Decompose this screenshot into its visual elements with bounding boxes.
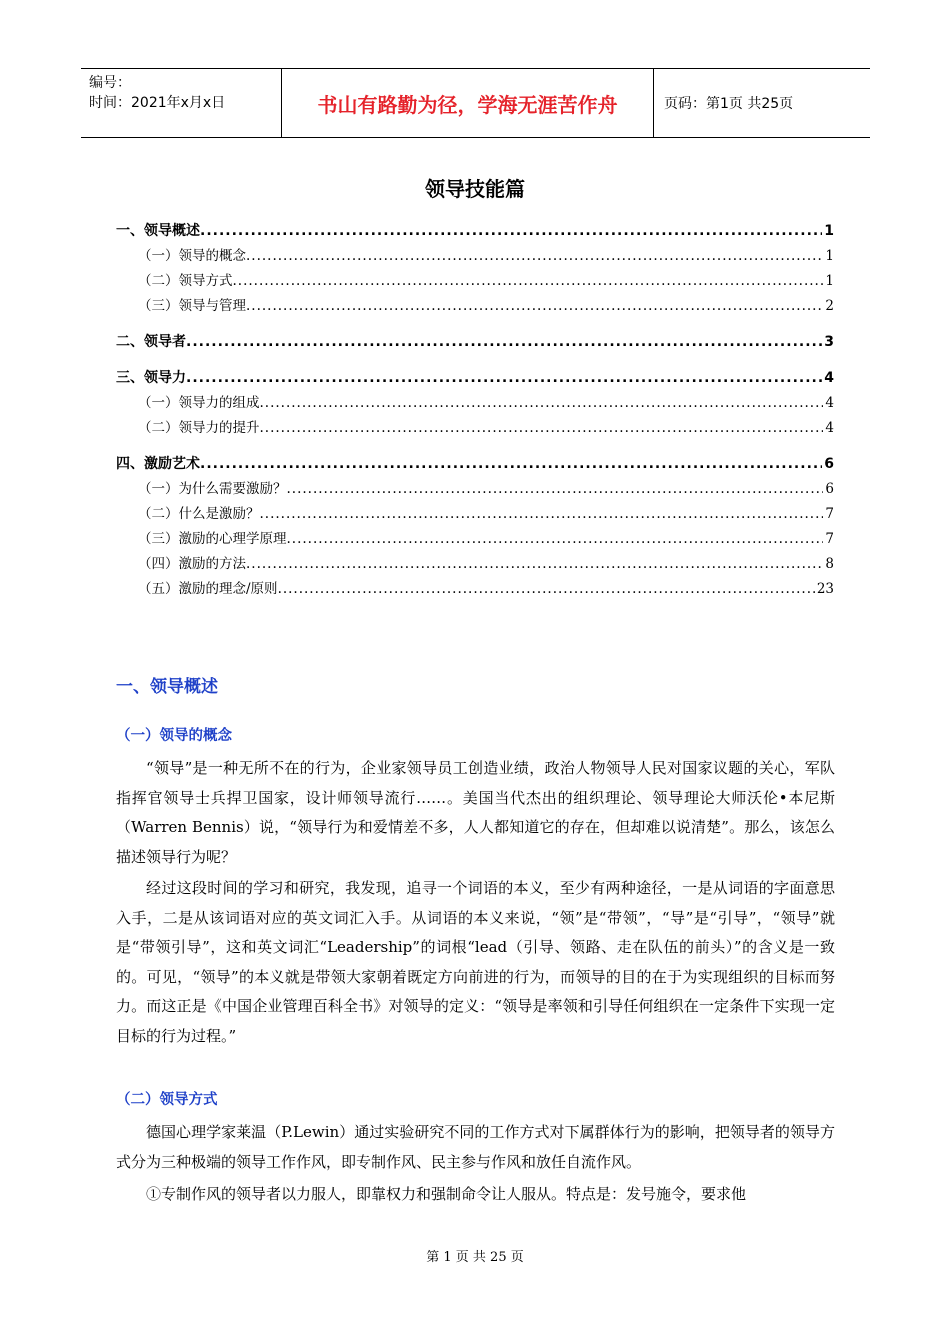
toc-dot-leader: [246, 294, 823, 319]
toc-dot-leader: [200, 218, 822, 244]
toc-entry-page: 8: [825, 556, 834, 572]
toc-entry[interactable]: [116, 416, 834, 441]
toc-entry-page: 1: [825, 248, 834, 264]
toc-entry[interactable]: [116, 244, 834, 269]
toc-dot-leader: [200, 451, 822, 477]
section-heading: 一、领导概述: [116, 677, 218, 697]
toc-entry[interactable]: [116, 577, 834, 602]
toc-entry-label: （一）为什么需要激励？: [138, 481, 287, 497]
subsection-heading: （二）领导方式: [116, 1092, 218, 1108]
toc-entry-label: （三）激励的心理学原理: [138, 531, 287, 547]
toc-dot-leader: [246, 244, 823, 269]
toc-entry[interactable]: [116, 329, 834, 355]
toc-entry[interactable]: [116, 218, 834, 244]
toc-entry-page: 23: [816, 581, 834, 597]
toc-entry[interactable]: [116, 552, 834, 577]
page-footer: 第 1 页 共 25 页: [426, 1250, 524, 1265]
toc-entry-page: 2: [825, 298, 834, 314]
document-title: 领导技能篇: [425, 177, 525, 201]
toc-entry[interactable]: [116, 391, 834, 416]
toc-entry-label: 一、领导概述: [116, 223, 200, 239]
toc-entry[interactable]: [116, 294, 834, 319]
toc-entry-label: （二）什么是激励？: [138, 506, 260, 522]
toc-entry-label: （二）领导方式: [138, 273, 233, 289]
toc-entry-label: 三、领导力: [116, 370, 186, 386]
toc-entry-page: 4: [825, 395, 834, 411]
paragraph: 经过这段时间的学习和研究，我发现，追寻一个词语的本义，至少有两种途径，一是从词语的字面意思入手，二是从该词语对应的英文词汇入手。从词语的本义来说，“领”是“带领”，“导”是“引导”，“领导”就是“带领引导”，这和英文词汇“Leadership”的词根“lead（引导、领路、走在队伍的前头）”的含义是一致的。可见，“领导”的本义就是带领大家朝着既定方向前进的行为，而领导的目的在于为实现组织的目标而努力。而这正是《中国企业管理百科全书》对领导的定义：“领导是率领和引导任何组织在一定条件下实现一定目标的行为过程。”: [116, 879, 835, 1045]
toc-dot-leader: [278, 577, 815, 602]
toc-entry-label: （一）领导的概念: [138, 248, 246, 264]
toc-entry[interactable]: [116, 269, 834, 294]
toc-entry[interactable]: [116, 502, 834, 527]
toc-entry-label: 二、领导者: [116, 334, 186, 350]
header-time-label: 时间：2021年x月x日: [89, 95, 226, 111]
table-of-contents: [116, 218, 834, 602]
toc-entry-page: 3: [824, 334, 834, 350]
toc-dot-leader: [246, 552, 823, 577]
toc-entry-label: （二）领导力的提升: [138, 420, 260, 436]
toc-dot-leader: [260, 502, 824, 527]
toc-entry-label: （五）激励的理念/原则: [138, 581, 278, 597]
toc-dot-leader: [260, 416, 824, 441]
toc-entry[interactable]: [116, 527, 834, 552]
toc-dot-leader: [287, 477, 824, 502]
header-number-label: 编号：: [89, 75, 131, 91]
toc-entry-label: 四、激励艺术: [116, 456, 200, 472]
toc-dot-leader: [186, 329, 822, 355]
toc-dot-leader: [260, 391, 824, 416]
paragraph: 德国心理学家莱温（P.Lewin）通过实验研究不同的工作方式对下属群体行为的影响，把领导者的领导方式分为三种极端的领导工作作风，即专制作风、民主参与作风和放任自流作风。: [116, 1123, 835, 1171]
toc-entry-label: （三）领导与管理: [138, 298, 246, 314]
toc-dot-leader: [233, 269, 824, 294]
toc-entry-page: 4: [824, 370, 834, 386]
toc-entry-page: 1: [825, 273, 834, 289]
paragraph: ①专制作风的领导者以力服人，即靠权力和强制命令让人服从。特点是：发号施令，要求他: [146, 1185, 747, 1203]
header-motto: 书山有路勤为径，学海无涯苦作舟: [281, 69, 654, 137]
toc-entry[interactable]: [116, 365, 834, 391]
header-meta: [81, 69, 281, 137]
page-header: [81, 68, 870, 138]
header-page-info: 页码：第1页 共25页: [664, 96, 794, 112]
toc-entry-page: 6: [825, 481, 834, 497]
toc-dot-leader: [287, 527, 824, 552]
toc-entry-page: 4: [825, 420, 834, 436]
toc-entry-page: 6: [824, 456, 834, 472]
toc-dot-leader: [186, 365, 822, 391]
toc-entry-label: （一）领导力的组成: [138, 395, 260, 411]
toc-entry-page: 1: [824, 223, 834, 239]
toc-entry[interactable]: [116, 451, 834, 477]
toc-entry[interactable]: [116, 477, 834, 502]
toc-entry-label: （四）激励的方法: [138, 556, 246, 572]
paragraph: “领导”是一种无所不在的行为，企业家领导员工创造业绩，政治人物领导人民对国家议题的关心，军队指挥官领导士兵捍卫国家，设计师领导流行……。美国当代杰出的组织理论、领导理论大师沃伦•本尼斯（Warren Bennis）说，“领导行为和爱情差不多，人人都知道它的存在，但却难以说清楚”。那么，该怎么描述领导行为呢？: [116, 759, 835, 866]
subsection-heading: （一）领导的概念: [116, 728, 232, 744]
toc-entry-page: 7: [825, 506, 834, 522]
toc-entry-page: 7: [825, 531, 834, 547]
